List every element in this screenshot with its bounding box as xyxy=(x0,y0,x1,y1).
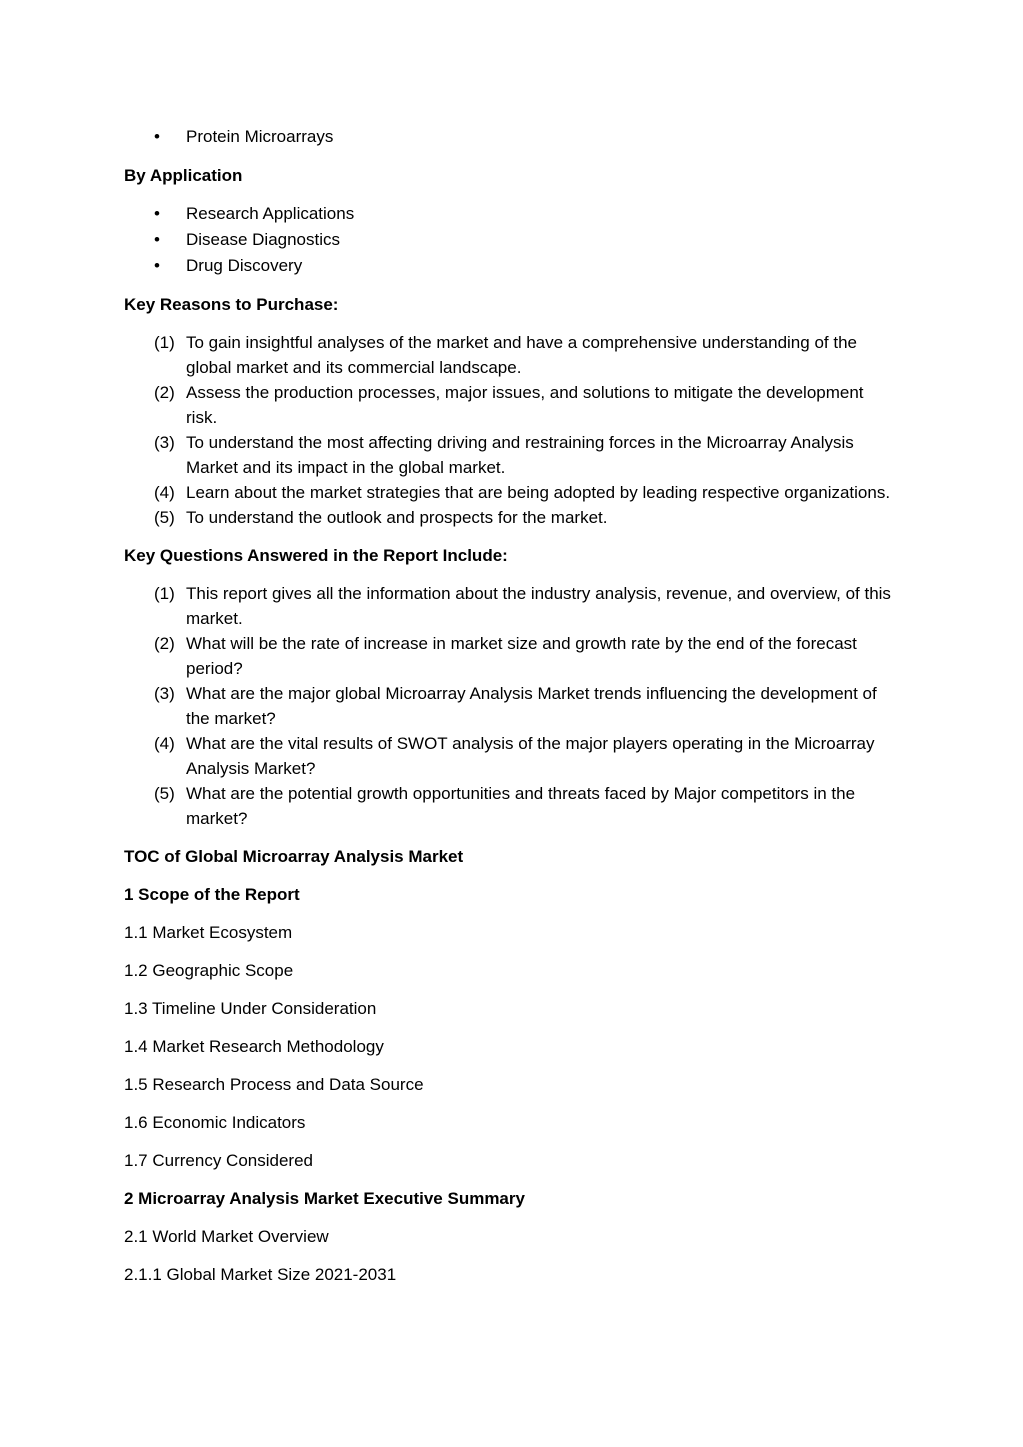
item-text: Learn about the market strategies that are being adopted by leading respective organizations. xyxy=(186,483,891,502)
list-item xyxy=(124,380,894,430)
item-text: What are the major global Microarray Analysis Market trends influencing the development of the market? xyxy=(186,684,877,728)
list-item xyxy=(124,480,894,505)
list-item: • Disease Diagnostics xyxy=(124,227,894,253)
item-text: This report gives all the information about the industry analysis, revenue, and overview, of this market. xyxy=(186,584,891,628)
toc-section-heading: 1 Scope of the Report xyxy=(124,885,300,904)
list-item xyxy=(124,681,894,731)
toc-entry: 1.5 Research Process and Data Source xyxy=(124,1075,424,1094)
toc-entry: 1.4 Market Research Methodology xyxy=(124,1037,384,1056)
toc-entry: 1.1 Market Ecosystem xyxy=(124,923,293,942)
toc-entry: 1.2 Geographic Scope xyxy=(124,961,294,980)
toc-entry: 2.1.1 Global Market Size 2021-2031 xyxy=(124,1265,397,1284)
list-item: • Research Applications xyxy=(124,201,894,227)
list-item xyxy=(124,430,894,480)
toc-section-heading: 2 Microarray Analysis Market Executive Summary xyxy=(124,1189,525,1208)
item-number: (3) xyxy=(154,433,175,452)
item-number: (1) xyxy=(154,584,175,603)
list-item xyxy=(124,581,894,631)
list-item: • Drug Discovery xyxy=(124,253,894,279)
list-item xyxy=(124,505,894,530)
key-questions-list xyxy=(124,581,894,831)
list-item xyxy=(124,731,894,781)
list-item xyxy=(124,781,894,831)
item-number: (4) xyxy=(154,734,175,753)
application-list xyxy=(124,201,894,279)
item-text: To understand the outlook and prospects for the market. xyxy=(186,508,608,527)
item-number: (3) xyxy=(154,684,175,703)
item-number: (4) xyxy=(154,483,175,502)
item-text: What are the vital results of SWOT analysis of the major players operating in the Microarray Analysis Market? xyxy=(186,734,875,778)
toc-entry: 1.7 Currency Considered xyxy=(124,1151,313,1170)
item-number: (1) xyxy=(154,333,175,352)
item-text: What are the potential growth opportunities and threats faced by Major competitors in the market? xyxy=(186,784,856,828)
page-content xyxy=(124,124,894,1288)
item-number: (2) xyxy=(154,634,175,653)
key-reasons-heading: Key Reasons to Purchase: xyxy=(124,295,339,314)
item-text: To gain insightful analyses of the market and have a comprehensive understanding of the global market and its commercial landscape. xyxy=(186,333,857,377)
toc-entry: 1.6 Economic Indicators xyxy=(124,1113,306,1132)
segment-list xyxy=(124,124,894,150)
key-reasons-list xyxy=(124,330,894,530)
toc-entry: 2.1 World Market Overview xyxy=(124,1227,329,1246)
list-item: • Protein Microarrays xyxy=(124,124,894,150)
item-text: What will be the rate of increase in market size and growth rate by the end of the forecast period? xyxy=(186,634,857,678)
item-number: (5) xyxy=(154,784,175,803)
item-text: Assess the production processes, major issues, and solutions to mitigate the development risk. xyxy=(186,383,864,427)
item-number: (2) xyxy=(154,383,175,402)
item-number: (5) xyxy=(154,508,175,527)
toc-entry: 1.3 Timeline Under Consideration xyxy=(124,999,377,1018)
list-item xyxy=(124,330,894,380)
key-questions-heading: Key Questions Answered in the Report Include: xyxy=(124,546,508,565)
list-item xyxy=(124,631,894,681)
item-text: To understand the most affecting driving and restraining forces in the Microarray Analysis Market and its impact in the global market. xyxy=(186,433,854,477)
by-application-heading: By Application xyxy=(124,166,243,185)
toc-title: TOC of Global Microarray Analysis Market xyxy=(124,847,464,866)
